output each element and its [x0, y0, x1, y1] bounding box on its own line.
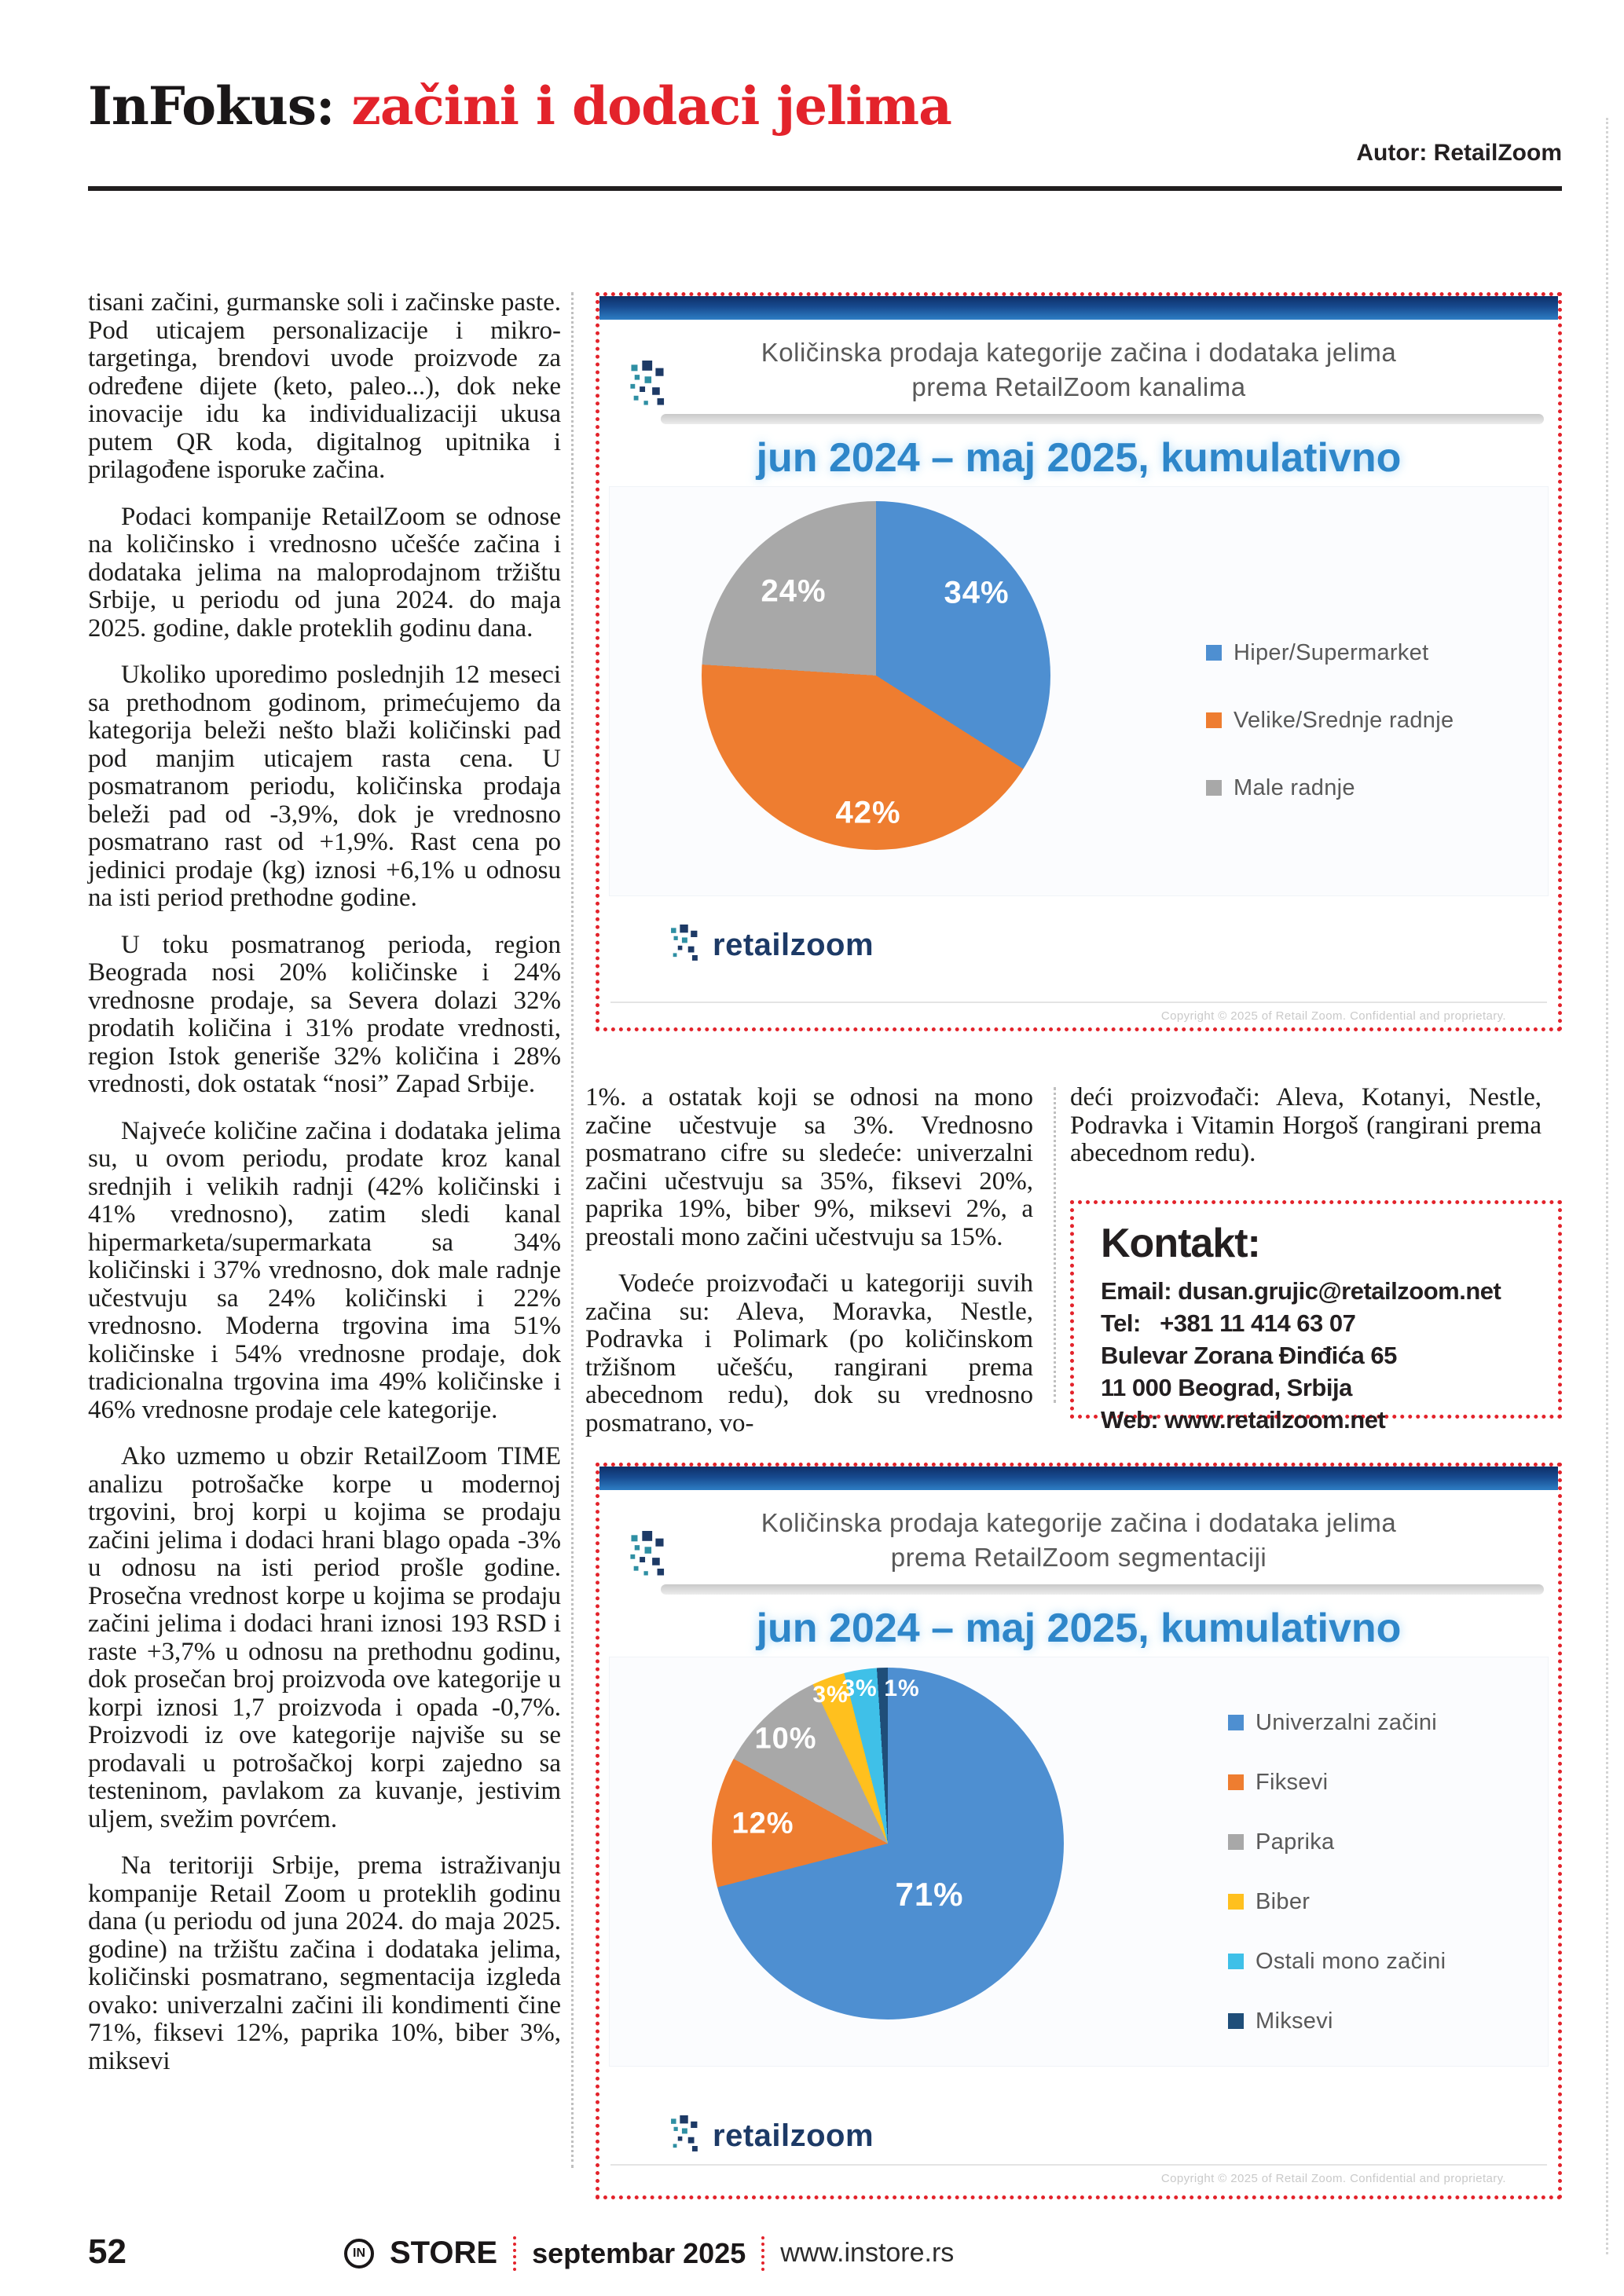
slice-label: 10%	[754, 1722, 817, 1756]
article-paragraph: U toku posmatranog perioda, region Beograda nosi 20% količinske i 24% vrednosne prodaje, sa Severa dolazi 32% prodatih količina i 31% prodate vrednosti, region Istok generiše 32% količina i 28% vrednosti, dok ostatak “nosi” Zapad Srbije.	[88, 930, 561, 1098]
pie-chart-segmentation	[712, 1668, 1064, 2020]
legend-item	[1206, 708, 1454, 733]
slice-label: 12%	[731, 1807, 794, 1840]
legend-marker	[1206, 712, 1222, 728]
text-column-1	[88, 289, 561, 2094]
chart-card-segmentation	[596, 1463, 1562, 2199]
chart-copyright: Copyright © 2025 of Retail Zoom. Confidential and proprietary.	[1160, 2172, 1506, 2185]
footer-separator	[513, 2236, 516, 2271]
article-paragraph: Najveće količine začina i dodataka jelima su, u ovom periodu, prodate kroz kanal srednjih i velikih radnji (42% količinski i 41% vrednosno), zatim sledi kanal hipermarketa/supermarkata sa 34% količinski i 37% vrednosno, dok male radnje učestvuju sa 24% količinski i 22% vrednosno. Moderna trgovina ima 51% količinske i 54% vrednosne prodaje, dok tradicionalna trgovina ima 49% količinske i 46% vrednosne prodaje cele kategorije.	[88, 1116, 561, 1424]
legend-item	[1228, 1829, 1446, 1855]
retailzoom-logo	[669, 2115, 874, 2156]
page-number: 52	[88, 2232, 126, 2271]
chart-title: Količinska prodaja kategorije začina i dodataka jelima prema RetailZoom segmentaciji	[761, 1508, 1397, 1572]
slice-label: 71%	[895, 1876, 964, 1913]
legend-item	[1206, 640, 1454, 665]
retailzoom-logo-text: retailzoom	[713, 2118, 874, 2153]
legend-item	[1228, 1710, 1446, 1735]
legend-marker	[1228, 1834, 1244, 1850]
legend-label: Ostali mono začini	[1256, 1948, 1446, 1974]
chart-footer-rule	[610, 2164, 1547, 2166]
text-column-2	[585, 1084, 1033, 1456]
slice-label: 34%	[944, 575, 1010, 610]
legend-item	[1228, 1949, 1446, 1974]
chart-footer-rule	[610, 1002, 1547, 1003]
legend-marker	[1206, 780, 1222, 796]
contact-box	[1070, 1200, 1562, 1434]
legend-marker	[1228, 1715, 1244, 1730]
legend-item	[1228, 1770, 1446, 1795]
page-edge-guide	[1606, 118, 1608, 2254]
retailzoom-logo	[669, 925, 874, 965]
chart-legend	[1206, 640, 1454, 800]
slice-label: 42%	[835, 795, 901, 830]
chart-divider	[661, 1584, 1544, 1595]
legend-label: Miksevi	[1256, 2008, 1333, 2034]
header-rule	[88, 186, 1562, 191]
issue-date: septembar 2025	[532, 2236, 746, 2269]
article-paragraph: 1%. a ostatak koji se odnosi na mono začine učestvuje sa 3%. Vrednosno posmatrano cifre su sledeće: univerzalni začini učestvuju sa 35%, fiksevi 20%, paprika 19%, biber 9%, miksevi 2%, a preostali mono začini učestvuju sa 15%.	[585, 1083, 1033, 1251]
retailzoom-logo-text: retailzoom	[713, 927, 874, 962]
article-paragraph: Ukoliko uporedimo poslednjih 12 meseci sa prethodnom godinom, primećujemo da kategorija beleži nešto blaži količinski pad pod manjim uticajem rasta cena. U posmatranom periodu, količinska prodaja beleži pad od -3,9%, dok je vrednosno posmatrano rast od +1,9%. Rast cena po jedinici prodaje (kg) iznosi +6,1% u odnosu na isti period prethodne godine.	[88, 661, 561, 912]
legend-marker	[1228, 1894, 1244, 1910]
retailzoom-pixel-icon	[628, 361, 673, 411]
chart-copyright: Copyright © 2025 of Retail Zoom. Confidential and proprietary.	[1160, 1009, 1506, 1023]
contact-email: Email: dusan.grujic@retailzoom.net	[1101, 1277, 1501, 1305]
article-paragraph: Ako uzmemo u obzir RetailZoom TIME analizu potrošačke korpe u modernoj trgovini, broj korpi u kojima se prodaju začini jelima i dodaci hrani blago opada -3% u odnosu na isti period prošle godine. Prosečna vrednost korpe u kojima se prodaju začini jelima i dodaci hrani iznosi 193 RSD i raste +3,7% u odnosu na prethodnu godinu, dok prosečan broj proizvoda ove kategorije u korpi iznosi 1,7 proizvoda i opada -0,7%. Proizvodi iz ove kategorije najviše su se prodavali u potrošačkoj korpi zajedno sa testeninom, pavlakom za kuvanje, jestivim uljem, svežim povrćem.	[88, 1442, 561, 1833]
article-paragraph: Podaci kompanije RetailZoom se odnose na količinsko i vrednosno učešće začina i dodataka jelima na maloprodajnom tržištu Srbije, u periodu od juna 2024. do maja 2025. godine, dakle proteklih godinu dana.	[88, 502, 561, 643]
page-title	[88, 75, 951, 137]
text-column-3	[1070, 1084, 1542, 1187]
retailzoom-logo-icon	[669, 925, 705, 965]
contact-address: Bulevar Zorana Đinđića 65	[1101, 1342, 1397, 1369]
contact-web: Web: www.retailzoom.net	[1101, 1406, 1386, 1434]
legend-marker	[1206, 645, 1222, 661]
legend-label: Velike/Srednje radnje	[1234, 707, 1454, 733]
retailzoom-pixel-icon	[628, 1531, 673, 1581]
legend-label: Biber	[1256, 1888, 1311, 1914]
footer-separator	[761, 2236, 764, 2271]
chart-card-channels	[596, 292, 1562, 1031]
footer	[344, 2236, 954, 2271]
legend-item	[1206, 775, 1454, 800]
article-paragraph: deći proizvođači: Aleva, Kotanyi, Nestle, Podravka i Vitamin Horgoš (rangirani prema abecednom redu).	[1070, 1083, 1542, 1167]
chart-header-bar	[599, 1467, 1558, 1490]
column-separator	[571, 292, 574, 2168]
chart-subtitle: jun 2024 – maj 2025, kumulativno	[756, 435, 1402, 481]
slice-label: 24%	[761, 573, 827, 609]
slice-label: 1%	[884, 1675, 920, 1701]
chart-divider	[661, 414, 1544, 424]
legend-marker	[1228, 2013, 1244, 2029]
contact-phone: Tel: +381 11 414 63 07	[1101, 1309, 1356, 1337]
website-url: www.instore.rs	[780, 2238, 955, 2268]
store-brand: STORE	[390, 2236, 498, 2270]
legend-label: Hiper/Supermarket	[1234, 639, 1429, 665]
author-credit: Autor: RetailZoom	[1356, 140, 1562, 166]
legend-label: Paprika	[1256, 1829, 1335, 1855]
retailzoom-logo-icon	[669, 2115, 705, 2156]
legend-label: Fiksevi	[1256, 1769, 1329, 1795]
slice-label: 3%	[841, 1675, 878, 1701]
section-label: InFokus:	[88, 75, 335, 137]
chart-header-bar	[599, 296, 1558, 320]
legend-marker	[1228, 1954, 1244, 1969]
chart-subtitle: jun 2024 – maj 2025, kumulativno	[756, 1606, 1402, 1651]
article-title: začini i dodaci jelima	[334, 75, 951, 137]
contact-city: 11 000 Beograd, Srbija	[1101, 1374, 1352, 1401]
contact-title: Kontakt:	[1101, 1221, 1260, 1266]
article-paragraph: Vodeće proizvođači u kategoriji suvih začina su: Aleva, Moravka, Nestle, Podravka i Polimark (po količinskom tržišnom učešću, rangirani prema abecednom redu), dok su vrednosno posmatrano, vo-	[585, 1269, 1033, 1437]
column-separator	[1054, 1087, 1056, 1403]
slice-label: 3%	[812, 1682, 849, 1708]
chart-title: Količinska prodaja kategorije začina i dodataka jelima prema RetailZoom kanalima	[761, 338, 1397, 401]
legend-item	[1228, 1889, 1446, 1914]
chart-legend	[1228, 1710, 1446, 2034]
legend-marker	[1228, 1774, 1244, 1790]
article-paragraph: Na teritoriji Srbije, prema istraživanju kompanije Retail Zoom u proteklih godinu dana (u periodu od juna 2024. do maja 2025. godine) na tržištu začina i dodataka jelima, količinski posmatrano, segmentacija izgleda ovako: univerzalni začini ili kondimenti čine 71%, fiksevi 12%, paprika 10%, biber 3%, miksevi	[88, 1851, 561, 2075]
legend-label: Univerzalni začini	[1256, 1709, 1438, 1735]
instore-logo-icon: IN	[344, 2239, 374, 2269]
legend-label: Male radnje	[1234, 774, 1355, 800]
article-paragraph: tisani začini, gurmanske soli i začinske paste. Pod uticajem personalizacije i mikro-targetinga, brendovi uvode proizvode za određene dijete (keto, paleo...), dok neke inovacije idu ka individualizaciji ukusa putem QR koda, digitalnog upitnika i prilagođene isporuke začina.	[88, 288, 561, 484]
legend-item	[1228, 2009, 1446, 2034]
